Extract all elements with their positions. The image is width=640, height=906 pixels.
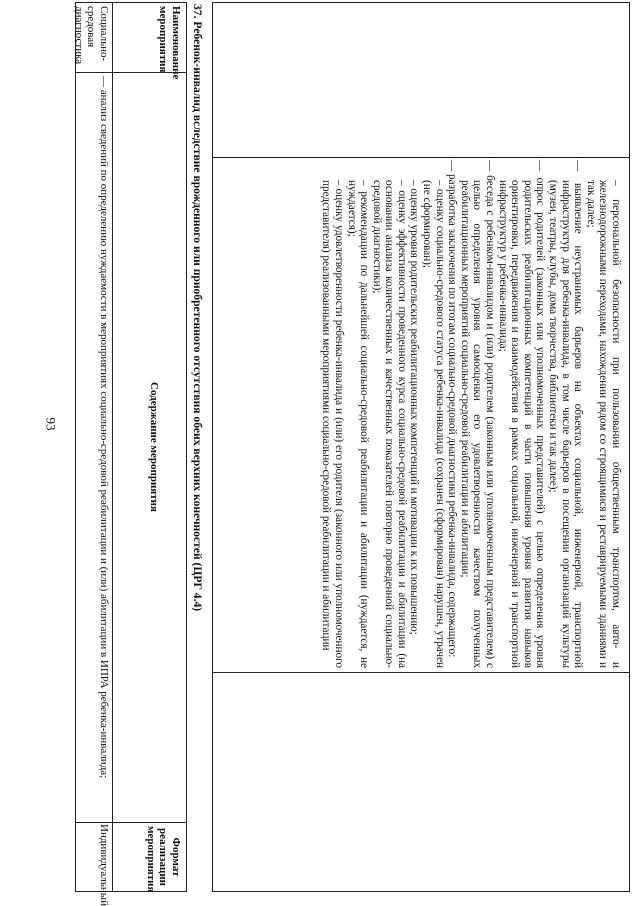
list-item: – оценку уровня родительских реабилитационных компетенций и мотивации к их повышению; xyxy=(408,180,421,635)
list-item: – оценку эффективности проведенного курса социально-средовой реабилитации и абилитации (на основании анализа количественных и качественных показателей повторно проведенной социально-средовой диагностики); xyxy=(370,180,408,668)
row-name: Социально-средовая диагностика xyxy=(72,6,110,65)
measures-table xyxy=(75,2,187,906)
continuation-text xyxy=(320,160,622,668)
header-format: Формат реализации мероприятия xyxy=(144,826,182,893)
header-name: Наименование мероприятия xyxy=(157,6,182,80)
list-item: — выявление неустранимых барьеров на объектах социальной, инженерной, транспортной инфраструктур для ребенка-инвалида, в том числе барьеров в посещении организаций культуры (музеи, театры, клубы, дома творчества, библиотеки и так далее); xyxy=(547,160,585,668)
list-item: — беседа с ребенком-инвалидом и (или) родителем (законным или уполномоченным представителем) с целью определения уровня самооценки его удовлетворенности качеством полученных реабилитационных мероприятий социально-средовой реабилитации и абилитации; xyxy=(458,160,497,668)
page-number: 93 xyxy=(43,417,59,431)
row-content: — анализ сведений по определению нуждаемости в мероприятиях социально-средовой реабилитации и (или) абилитации в ИПРА ребенка-инвалида; xyxy=(98,76,110,779)
list-item: – оценку удовлетворенности ребенка-инвалида и (или) его родителя (законного или уполномоченного представителя) реализованными мероприятиями социально-средовой реабилитации и абилитации xyxy=(320,180,345,668)
list-item: – рекомендации по дальнейшей социально-средовой реабилитации и абилитации (нуждается, не нуждается); xyxy=(345,180,371,668)
section-title: 37. Ребенок-инвалид вследствие врожденного или приобретенного отсутствия обеих верхних конечностей (ЦРГ 4.4) xyxy=(191,4,204,612)
rotated-page xyxy=(72,2,630,906)
list-item: — опрос родителей (законных или уполномоченных представителей) с целью определения уровня родительских реабилитационных компетенций в части повышения уровня развития навыков ориентировки, передвижения и взаимодействия в рамках социальной, инженерной и транспортной инфраструктур у ребенка-инвалида; xyxy=(496,160,547,668)
list-item: – персональной безопасности при пользовании общественным транспортом, авто- и железнодорожными переходами, нахождении рядом со строящимися и реставрируемыми зданиями и так далее; xyxy=(584,180,622,668)
list-item: – оценку социально-средового статуса ребенка-инвалида (сохранен (сформирован) нарушен, утрачен (не сформирован); xyxy=(421,180,446,668)
row-format: Индивидуальный xyxy=(98,824,110,906)
list-item: — разработка заключения по итогам социально-средовой диагностики ребенка-инвалида, содержащего: xyxy=(446,160,459,658)
header-content: Содержание мероприятия xyxy=(148,382,160,512)
